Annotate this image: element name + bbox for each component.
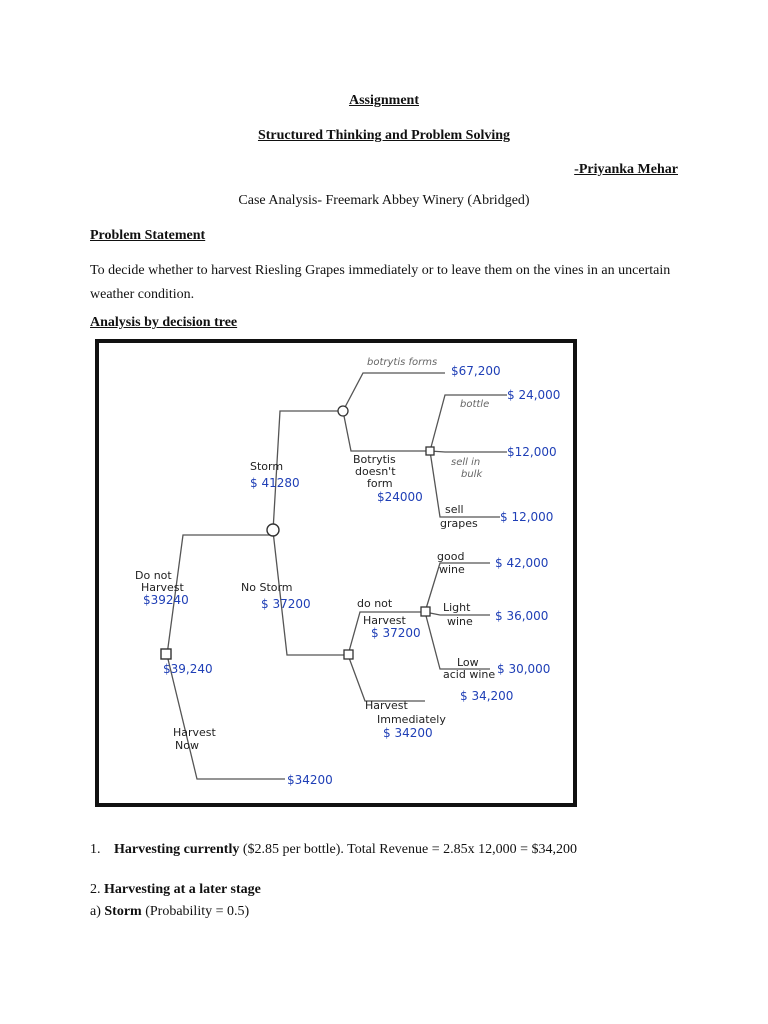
low-acid-label-1: Low xyxy=(457,656,479,669)
no-storm-label: No Storm xyxy=(241,581,293,594)
good-wine-value: $ 42,000 xyxy=(495,556,549,570)
low-acid-label-2: acid wine xyxy=(443,668,496,681)
botrytis-forms-label: botrytis forms xyxy=(367,357,438,368)
list-item-2a-title: Storm xyxy=(104,904,142,919)
sell-grapes-label-1: sell xyxy=(445,503,464,516)
do-not-harvest-value: $39240 xyxy=(143,593,189,607)
sell-bulk-label-1: sell in xyxy=(451,457,481,468)
ns-do-not-label-1: do not xyxy=(357,597,393,610)
no-storm-decision-node xyxy=(344,650,353,659)
harvest-now-label-1: Harvest xyxy=(173,726,216,739)
list-item-1-number: 1. xyxy=(90,842,101,857)
list-item-2 xyxy=(90,882,710,898)
ns-do-not-value: $ 37200 xyxy=(371,626,421,640)
low-acid-value: $ 30,000 xyxy=(497,662,551,676)
sell-bulk-label-2: bulk xyxy=(461,469,483,480)
bottle-value: $ 24,000 xyxy=(507,388,561,402)
botrytis-forms-value: $67,200 xyxy=(451,364,501,378)
wine-quality-node xyxy=(421,607,430,616)
doc-title: Assignment xyxy=(348,93,419,108)
storm-value: $ 41280 xyxy=(250,476,300,490)
list-item-1 xyxy=(90,842,710,858)
botrytis-chance-node xyxy=(338,406,348,416)
harvest-now-label-2: Now xyxy=(175,739,199,752)
light-wine-value: $ 36,000 xyxy=(495,609,549,623)
author: -Priyanka Mehar xyxy=(574,162,678,177)
list-item-2a xyxy=(90,904,710,920)
root-value: $39,240 xyxy=(163,662,213,676)
harvest-imm-label-1: Harvest xyxy=(365,699,408,712)
sell-bulk-value: $12,000 xyxy=(507,445,557,459)
botrytis-decision-node xyxy=(426,447,434,455)
ns-do-not-label-2: Harvest xyxy=(363,614,406,627)
do-not-harvest-label-1: Do not xyxy=(135,569,172,582)
list-item-2a-prefix: a) xyxy=(90,904,105,919)
case-title: Case Analysis- Freemark Abbey Winery (Abridged) xyxy=(238,193,530,208)
good-wine-label-2: wine xyxy=(439,563,465,576)
no-storm-value: $ 37200 xyxy=(261,597,311,611)
list-item-1-text: ($2.85 per bottle). Total Revenue = 2.85x 12,000 = $34,200 xyxy=(239,842,578,857)
doc-subtitle: Structured Thinking and Problem Solving xyxy=(257,128,511,143)
harvest-imm-top-value: $ 34,200 xyxy=(460,689,514,703)
harvest-imm-label-2: Immediately xyxy=(377,713,446,726)
root-decision-node xyxy=(161,649,171,659)
analysis-heading: Analysis by decision tree xyxy=(90,315,238,330)
list-item-1-title: Harvesting currently xyxy=(114,842,240,857)
harvest-now-value: $34200 xyxy=(287,773,333,787)
sell-grapes-value: $ 12,000 xyxy=(500,510,554,524)
botrytis-not-label-3: form xyxy=(367,477,393,490)
list-item-2-number: 2. xyxy=(90,882,104,897)
list-item-2-title: Harvesting at a later stage xyxy=(104,882,261,897)
bottle-label: bottle xyxy=(460,399,490,410)
light-wine-label-2: wine xyxy=(447,615,473,628)
list-item-2a-text: (Probability = 0.5) xyxy=(141,904,250,919)
good-wine-label-1: good xyxy=(437,550,465,563)
sell-grapes-label-2: grapes xyxy=(440,517,478,530)
do-not-harvest-label-2: Harvest xyxy=(141,581,184,594)
decision-tree-figure xyxy=(95,339,577,807)
weather-chance-node xyxy=(267,524,279,536)
problem-text: To decide whether to harvest Riesling Grapes immediately or to leave them on the vines in an uncertain weather condition. xyxy=(90,263,671,302)
botrytis-not-value: $24000 xyxy=(377,490,423,504)
problem-heading: Problem Statement xyxy=(90,228,206,243)
storm-label: Storm xyxy=(250,460,284,473)
harvest-imm-value: $ 34200 xyxy=(383,726,433,740)
botrytis-not-label-2: doesn't xyxy=(355,465,396,478)
botrytis-not-label-1: Botrytis xyxy=(353,453,396,466)
light-wine-label-1: Light xyxy=(443,601,471,614)
